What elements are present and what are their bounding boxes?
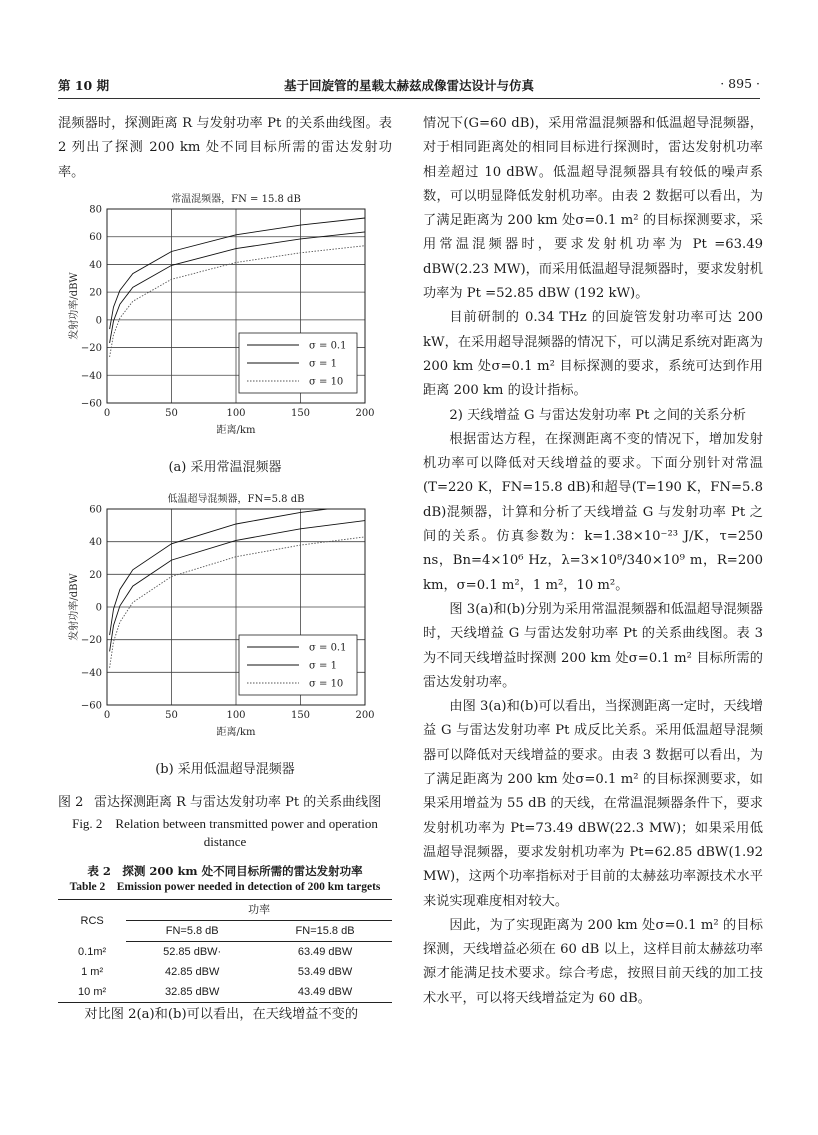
x-tick-label: 200	[355, 407, 375, 419]
paragraph-5: 图 3(a)和(b)分别为采用常温混频器和低温超导混频器时，天线增益 G 与雷达发射功率 Pt 的关系曲线图。表 3 为不同天线增益时探测 200 km 处σ=0.1 m² 目标所需的雷达发射功率。	[423, 601, 763, 690]
series-line	[110, 519, 378, 654]
table-2	[58, 899, 392, 1003]
power-cell: 42.85 dBW	[164, 965, 220, 978]
power-cell: 52.85 dBW·	[163, 945, 222, 958]
rcs-cell: 1 m²	[81, 965, 104, 978]
chart-title: 常温混频器，FN = 15.8 dB	[171, 193, 301, 205]
paragraph-6: 由图 3(a)和(b)可以看出，当探测距离一定时，天线增益 G 与雷达发射功率 Pt 成反比关系。采用低温超导混频器可以降低对天线增益的要求。由表 3 数据可以看出，为了满足距离为 200 km 处σ=0.1 m² 的目标探测要求，如果采用增益为 55 dB 的天线，在常温混频器条件下，要求发射机功率为 Pt=73.49 dBW(22.3 MW)；如果采用低温超导混频器，要求发射机功率为 Pt=62.85 dBW(1.92 MW)，这两个功率指标对于目前的太赫兹功率源技术水平来说实现难度相对较大。	[423, 699, 763, 909]
paragraph-1: 情况下(G=60 dB)，采用常温混频器和低温超导混频器，对于相同距离处的相同目标进行探测时，雷达发射机功率相差超过 10 dBW。低温超导混频器具有较低的噪声系数，可以明显降低发射机功率。由表 2 数据可以看出，为了满足距离为 200 km 处σ=0.1 m² 的目标探测要求，采用常温混频器时，要求发射机功率为 Pt =63.49 dBW(2.23 MW)，而采用低温超导混频器时，要求发射机功率为 Pt =52.85 dBW (192 kW)。	[423, 116, 763, 302]
table-2-title-zh: 表 2 探测 200 km 处不同目标所需的雷达发射功率	[87, 863, 363, 878]
figure-2-caption-zh	[58, 793, 392, 813]
series-line	[110, 503, 378, 635]
closing-paragraph: 对比图 2(a)和(b)可以看出，在天线增益不变的	[84, 1006, 359, 1022]
x-tick-label: 150	[290, 407, 311, 419]
issue-number: 第 10 期	[58, 78, 110, 93]
paragraph-2: 目前研制的 0.34 THz 的回旋管发射功率可达 200 kW，在采用超导混频器的情况下，可以满足系统对距离为 200 km 处σ=0.1 m² 目标探测的要求，系统可达到作用距离 200 km 的设计指标。	[423, 310, 763, 399]
x-tick-label: 0	[103, 407, 111, 419]
power-cell: 63.49 dBW	[297, 945, 353, 958]
y-axis-label: 发射功率/dBW	[69, 272, 80, 340]
figure-2b	[65, 491, 385, 751]
legend-label: σ = 0.1	[309, 340, 347, 352]
figure-2a-caption: (a) 采用常温混频器	[168, 459, 282, 475]
y-tick-label: 60	[89, 232, 102, 244]
section-heading: 2) 天线增益 G 与雷达发射功率 Pt 之间的关系分析	[449, 407, 746, 423]
legend-label: σ = 1	[309, 358, 337, 370]
x-tick-label: 150	[290, 709, 311, 721]
x-tick-label: 50	[165, 709, 178, 721]
x-tick-label: 100	[226, 407, 246, 419]
figure-2-title-zh: 雷达探测距离 R 与雷达发射功率 Pt 的关系曲线图	[94, 794, 382, 810]
figure-2b-caption: (b) 采用低温超导混频器	[155, 761, 295, 777]
legend-label: σ = 0.1	[309, 642, 347, 654]
page-number: · 895 ·	[720, 76, 760, 91]
paragraph-7: 因此，为了实现距离为 200 km 处σ=0.1 m² 的目标探测，天线增益必须在 60 dB 以上，这样目前太赫兹功率源才能满足技术要求。综合考虑，按照目前天线的加工技术水平，可以将天线增益定为 60 dB。	[423, 917, 763, 1006]
rcs-header: RCS	[58, 899, 126, 941]
col-header-fn58: FN=5.8 dB	[126, 920, 258, 941]
table-row	[58, 982, 392, 1003]
figure-2-caption-en: Fig. 2 Relation between transmitted power and operation distance	[72, 815, 378, 849]
y-tick-label: −40	[80, 370, 102, 382]
x-tick-label: 100	[226, 709, 246, 721]
power-header: 功率	[126, 899, 392, 920]
chart-title: 低温超导混频器，FN=5.8 dB	[167, 493, 305, 505]
journal-article-title: 基于回旋管的星载太赫兹成像雷达设计与仿真	[283, 78, 534, 93]
legend-label: σ = 10	[309, 376, 344, 388]
y-tick-label: 80	[89, 204, 102, 216]
table-2-title-en: Table 2 Emission power needed in detection of 200 km targets	[69, 880, 381, 893]
chart-2b	[65, 491, 385, 751]
left-column	[58, 112, 392, 1027]
y-tick-label: 20	[89, 287, 102, 299]
x-axis-label: 距离/km	[216, 726, 256, 738]
y-axis-label: 发射功率/dBW	[69, 573, 80, 641]
table-row	[58, 941, 392, 962]
power-cell: 32.85 dBW	[126, 982, 258, 1003]
x-axis-label: 距离/km	[216, 424, 256, 436]
series-line	[110, 217, 378, 329]
right-column	[423, 112, 763, 1011]
legend-label: σ = 10	[309, 678, 344, 690]
paragraph-4: 根据雷达方程，在探测距离不变的情况下，增加发射机功率可以降低对天线增益的要求。下面分别针对常温(T=220 K，FN=15.8 dB)和超导(T=190 K，FN=5.8 dB)混频器，计算和分析了天线增益 G 与发射功率 Pt 之间的关系。仿真参数为：k=1.38×10⁻²³ J/K，τ=250 ns，Bn=4×10⁶ Hz，λ=3×10⁸/340×10⁹ m，R=200 km，σ=0.1 m²，1 m²，10 m²。	[423, 431, 763, 593]
y-tick-label: 60	[89, 504, 102, 516]
rcs-cell: 0.1m²	[78, 945, 107, 958]
x-tick-label: 0	[103, 709, 111, 721]
y-tick-label: −40	[80, 667, 102, 679]
y-tick-label: 0	[95, 602, 102, 614]
power-cell: 53.49 dBW	[297, 965, 353, 978]
running-header	[58, 76, 760, 99]
power-cell: 43.49 dBW	[258, 982, 392, 1003]
y-tick-label: 40	[89, 259, 102, 271]
x-tick-label: 200	[355, 709, 375, 721]
y-tick-label: 40	[89, 537, 102, 549]
y-tick-label: −20	[80, 635, 102, 647]
y-tick-label: 0	[95, 315, 102, 327]
y-tick-label: 20	[89, 569, 102, 581]
figure-2-number: 图 2	[58, 794, 84, 810]
y-tick-label: −60	[80, 398, 102, 410]
col-header-fn158: FN=15.8 dB	[258, 920, 392, 941]
chart-2a	[65, 191, 385, 449]
figure-2a	[65, 191, 385, 449]
x-tick-label: 50	[165, 407, 178, 419]
rcs-cell: 10 m²	[58, 982, 126, 1003]
intro-paragraph: 混频器时，探测距离 R 与发射功率 Pt 的关系曲线图。表 2 列出了探测 200 km 处不同目标所需的雷达发射功率。	[58, 116, 392, 180]
table-row	[58, 962, 392, 982]
y-tick-label: −20	[80, 342, 102, 354]
legend-label: σ = 1	[309, 660, 337, 672]
y-tick-label: −60	[80, 700, 102, 712]
series-line	[110, 231, 378, 343]
